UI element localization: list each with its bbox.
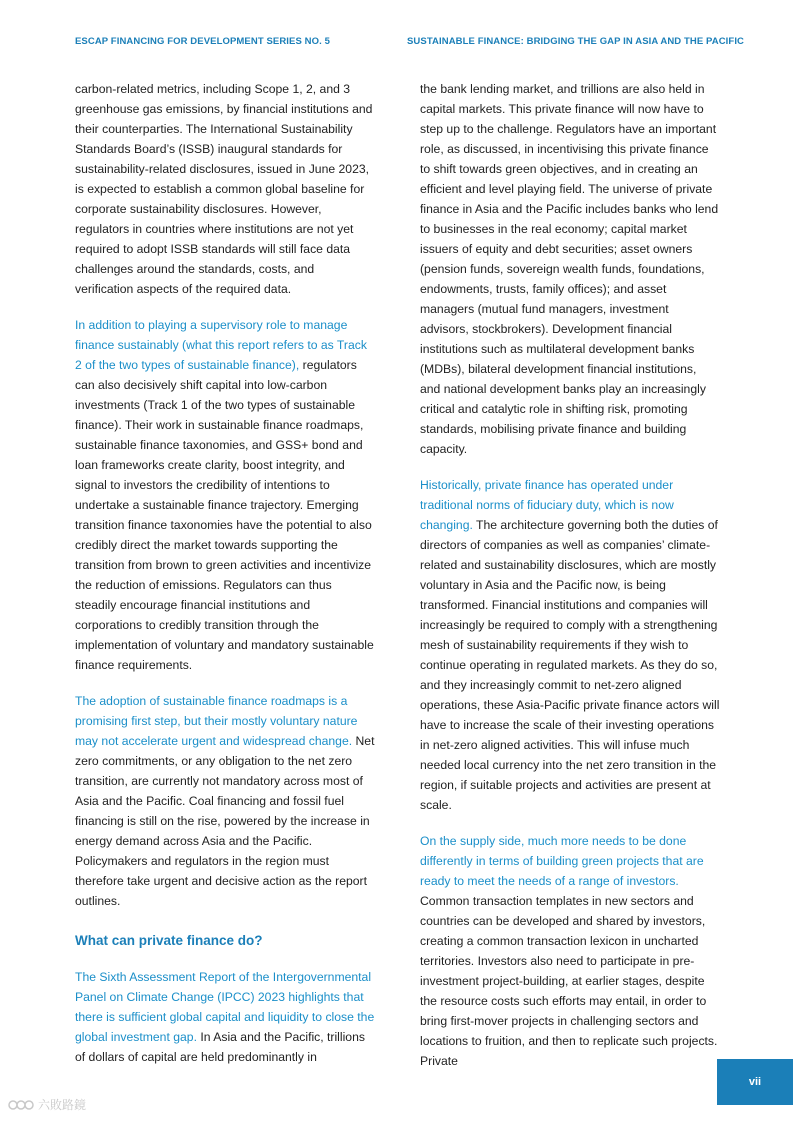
paragraph bbox=[75, 967, 375, 1067]
highlight-lead: The adoption of sustainable finance roadmaps is a promising first step, but their mostly voluntary nature may not accelerate urgent and widespread change. bbox=[75, 694, 358, 748]
left-column bbox=[75, 79, 375, 1083]
paragraph bbox=[420, 831, 720, 1071]
paragraph-body: Common transaction templates in new sectors and countries can be developed and shared by investors, creating a common transaction lexicon in uncharted territories. Investors also need to participate in pre-investment project-building, at earlier stages, despite the resource costs such efforts may entail, in order to bring first-mover projects in challenging sectors and locations to fruition, and then to replicate such projects. Private bbox=[420, 894, 718, 1068]
watermark-text: 六敗路鏡 bbox=[38, 1098, 87, 1112]
highlight-lead: In addition to playing a supervisory role to manage finance sustainably (what this report refers to as Track 2 of the two types of sustainable finance), bbox=[75, 318, 367, 372]
page-number-tab bbox=[717, 1059, 793, 1105]
right-column bbox=[420, 79, 720, 1087]
page-number: vii bbox=[748, 1076, 762, 1088]
paragraph bbox=[420, 475, 720, 815]
paragraph-body: In Asia and the Pacific, trillions of dollars of capital are held predominantly in bbox=[75, 1030, 365, 1064]
paragraph: the bank lending market, and trillions are also held in capital markets. This private finance will now have to step up to the challenge. Regulators have an important role, as discussed, in incentivising this private finance to shift towards green objectives, and in creating an efficient and level playing field. The universe of private finance in Asia and the Pacific includes banks who lend to businesses in the real economy; capital market issuers of equity and debt securities; asset owners (pension funds, sovereign wealth funds, foundations, endowments, trusts, family offices); and asset managers (mutual fund managers, investment advisors, stockbrokers). Development financial institutions such as multilateral development banks (MDBs), bilateral development financial institutions, and national development banks play an increasingly critical and catalytic role in shifting risk, promoting standards, mobilising private finance and building capacity. bbox=[420, 82, 719, 456]
paragraph-body: The architecture governing both the duties of directors of companies as well as companies’ climate-related and sustainability disclosures, which are mostly voluntary in Asia and the Pacific now, is being transformed. Financial institutions and companies will increasingly be required to comply with a strengthening mesh of sustainability requirements if they wish to continue operating in regulated markets. As they do so, and they increasingly commit to net-zero aligned operations, these Asia-Pacific private finance actors will have to increase the scale of their investing operations in net-zero aligned activities. This will infuse much needed local currency into the net zero transition in the region, if suitable projects and activities are present at scale. bbox=[420, 518, 720, 812]
highlight-lead: Historically, private finance has operated under traditional norms of fiduciary duty, which is now changing. bbox=[420, 478, 674, 532]
running-header-left: ESCAP FINANCING FOR DEVELOPMENT SERIES NO. 5 bbox=[75, 36, 330, 47]
running-header-right: SUSTAINABLE FINANCE: BRIDGING THE GAP IN ASIA AND THE PACIFIC bbox=[407, 36, 745, 47]
highlight-lead: The Sixth Assessment Report of the Intergovernmental Panel on Climate Change (IPCC) 2023 highlights that there is sufficient global capital and liquidity to close the global investment gap. bbox=[75, 970, 375, 1044]
watermark-logo-icon bbox=[8, 1098, 34, 1112]
paragraph bbox=[75, 315, 375, 675]
highlight-lead: On the supply side, much more needs to be done differently in terms of building green projects that are ready to meet the needs of a range of investors. bbox=[420, 834, 704, 888]
watermark bbox=[8, 1096, 86, 1113]
paragraph: carbon-related metrics, including Scope 1, 2, and 3 greenhouse gas emissions, by financial institutions and their counterparties. The International Sustainability Standards Board’s (ISSB) inaugural standards for sustainability-related disclosures, issued in June 2023, is expected to establish a common global baseline for corporate sustainability disclosures. However, regulators in countries where institutions are not yet required to adopt ISSB standards will still face data challenges around the standards, costs, and verification aspects of the required data. bbox=[75, 82, 373, 296]
paragraph-body: Net zero commitments, or any obligation to the net zero transition, are currently not mandatory across most of Asia and the Pacific. Coal financing and fossil fuel financing is still on the rise, powered by the increase in energy demand across Asia and the Pacific. Policymakers and regulators in the region must therefore take urgent and decisive action as the report outlines. bbox=[75, 734, 375, 908]
paragraph bbox=[75, 691, 375, 911]
paragraph-body: regulators can also decisively shift capital into low-carbon investments (Track 1 of the two types of sustainable finance). Their work in sustainable finance roadmaps, sustainable finance taxonomies, and GSS+ bond and loan frameworks create clarity, boost integrity, and signal to investors the credibility of intentions to undertake a sustainable finance trajectory. Emerging transition finance taxonomies have the potential to also credibly direct the market towards supporting the transition from brown to green activities and incentivize the reduction of emissions. Regulators can thus steadily encourage financial institutions and corporations to credibly transition through the implementation of voluntary and mandatory sustainable finance requirements. bbox=[75, 358, 374, 672]
section-subheading: What can private finance do? bbox=[75, 933, 263, 948]
